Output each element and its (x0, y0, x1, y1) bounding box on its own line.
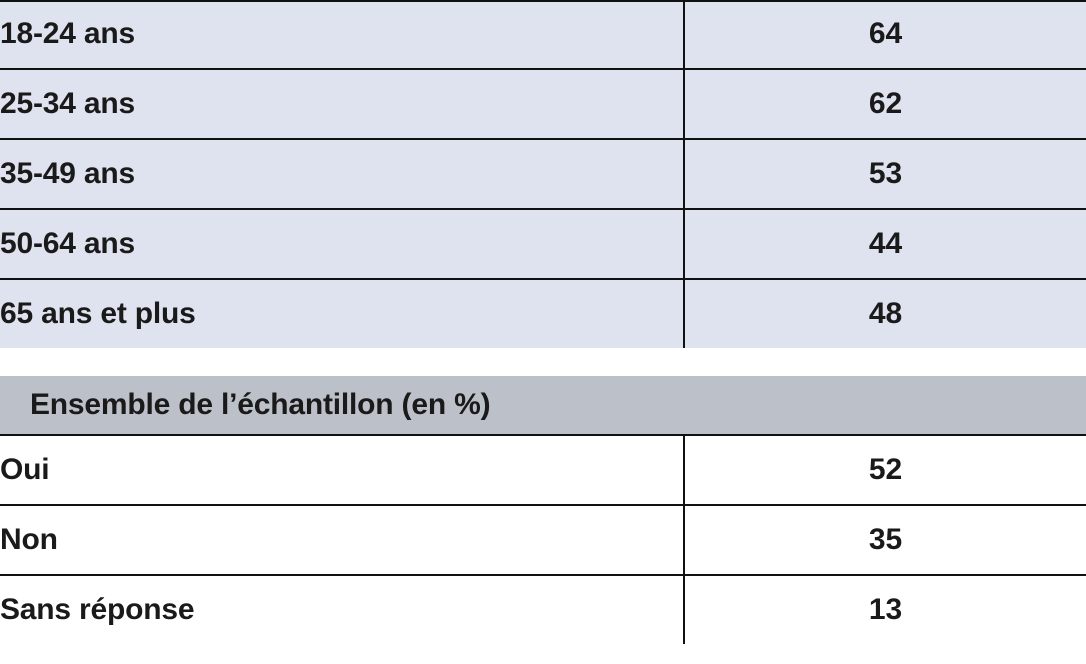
table-row (0, 209, 1086, 279)
row-value: 35 (684, 505, 1086, 575)
sample-table-header: Ensemble de l’échantillon (en %) (0, 376, 1086, 434)
row-value: 48 (684, 279, 1086, 348)
row-value: 53 (684, 139, 1086, 209)
row-value: 44 (684, 209, 1086, 279)
row-label: Non (0, 505, 684, 575)
sample-table (0, 434, 1086, 644)
table-top-rule (0, 0, 1086, 2)
row-value: 64 (684, 0, 1086, 69)
row-label: Oui (0, 435, 684, 505)
row-label: 18-24 ans (0, 0, 684, 69)
table-row (0, 435, 1086, 505)
row-value: 13 (684, 575, 1086, 644)
table-row (0, 0, 1086, 69)
row-label: 35-49 ans (0, 139, 684, 209)
row-label: 65 ans et plus (0, 279, 684, 348)
table-row (0, 69, 1086, 139)
table-row (0, 139, 1086, 209)
row-value: 52 (684, 435, 1086, 505)
table-row (0, 505, 1086, 575)
table-row (0, 279, 1086, 348)
row-value: 62 (684, 69, 1086, 139)
row-label: 50-64 ans (0, 209, 684, 279)
row-label: 25-34 ans (0, 69, 684, 139)
table-row (0, 575, 1086, 644)
block-spacer (0, 348, 1086, 376)
row-label: Sans réponse (0, 575, 684, 644)
sample-total-table (0, 376, 1086, 644)
